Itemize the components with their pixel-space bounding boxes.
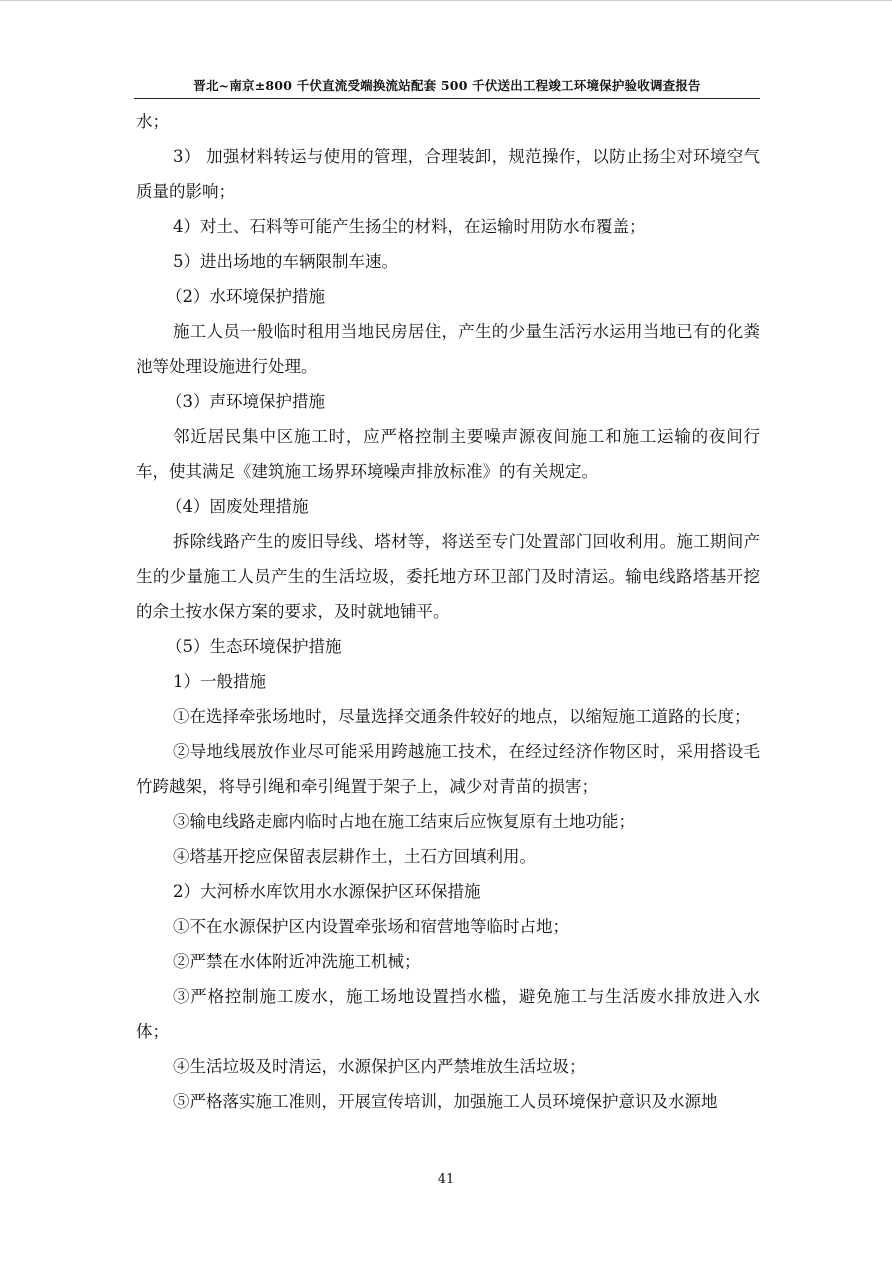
paragraph: 施工人员一般临时租用当地民房居住，产生的少量生活污水运用当地已有的化粪池等处理设施进行处理。: [136, 322, 760, 376]
section-heading: （2）水环境保护措施: [166, 287, 325, 306]
section-heading: （3）声环境保护措施: [166, 392, 325, 411]
list-item: ②严禁在水体附近冲洗施工机械；: [173, 952, 421, 971]
list-item: ⑤严格落实施工准则，开展宣传培训，加强施工人员环境保护意识及水源地: [173, 1092, 718, 1111]
page-top-edge: [0, 0, 892, 1]
paragraph: 3） 加强材料转运与使用的管理，合理装卸，规范操作，以防止扬尘对环境空气质量的影响；: [136, 147, 760, 201]
list-item: ④生活垃圾及时清运，水源保护区内严禁堆放生活垃圾；: [173, 1057, 586, 1076]
paragraph: 拆除线路产生的废旧导线、塔材等，将送至专门处置部门回收利用。施工期间产生的少量施工人员产生的生活垃圾，委托地方环卫部门及时清运。输电线路塔基开挖的余土按水保方案的要求，及时就地铺平。: [136, 532, 760, 621]
subsection-heading: 2）大河桥水库饮用水水源保护区环保措施: [173, 882, 481, 901]
section-heading: （5）生态环境保护措施: [166, 637, 342, 656]
section-heading: （4）固废处理措施: [166, 497, 309, 516]
running-header: 晋北~南京±800 千伏直流受端换流站配套 500 千伏送出工程竣工环境保护验收调查报告: [193, 78, 701, 93]
subsection-heading: 1）一般措施: [173, 672, 266, 691]
list-item: ①在选择牵张场地时，尽量选择交通条件较好的地点，以缩短施工道路的长度；: [173, 707, 751, 726]
body-text: [136, 104, 760, 1119]
list-item: ③严格控制施工废水，施工场地设置挡水槛，避免施工与生活废水排放进入水体；: [136, 987, 760, 1041]
page-number: 41: [437, 1172, 455, 1187]
paragraph: 水；: [136, 112, 169, 131]
header-rule: [134, 98, 760, 99]
list-item: ④塔基开挖应保留表层耕作土，土石方回填利用。: [173, 847, 536, 866]
paragraph: 邻近居民集中区施工时，应严格控制主要噪声源夜间施工和施工运输的夜间行车，使其满足《建筑施工场界环境噪声排放标准》的有关规定。: [136, 427, 760, 481]
list-item: ①不在水源保护区内设置牵张场和宿营地等临时占地；: [173, 917, 569, 936]
list-item: ③输电线路走廊内临时占地在施工结束后应恢复原有土地功能；: [173, 812, 635, 831]
paragraph: 4）对土、石料等可能产生扬尘的材料，在运输时用防水布覆盖；: [173, 217, 646, 236]
paragraph: 5）进出场地的车辆限制车速。: [173, 252, 398, 271]
list-item: ②导地线展放作业尽可能采用跨越施工技术，在经过经济作物区时，采用搭设毛竹跨越架，将导引绳和牵引绳置于架子上，减少对青苗的损害；: [136, 742, 760, 796]
